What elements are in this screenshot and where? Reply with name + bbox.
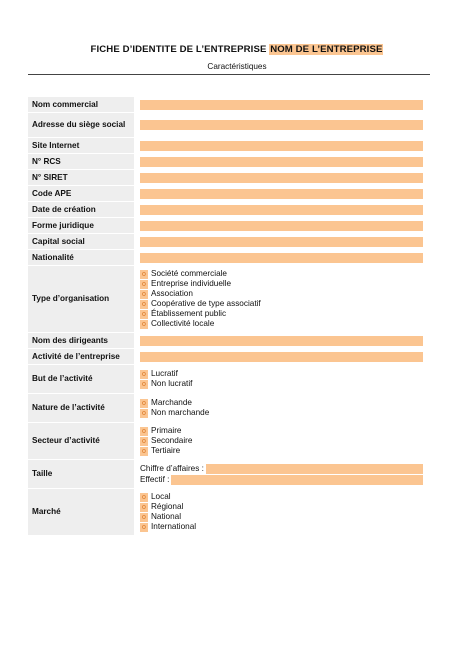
option-but[interactable]: o Lucratif — [140, 369, 424, 379]
chiffre-affaires-label: Chiffre d’affaires : — [140, 464, 204, 473]
forme-input[interactable] — [140, 221, 423, 231]
title-divider — [28, 74, 430, 75]
site-input[interactable] — [140, 141, 423, 151]
option-nature[interactable]: o Marchande — [140, 398, 424, 408]
option-organisation[interactable]: o Société commerciale — [140, 269, 424, 279]
field-label: Nature de l’activité — [28, 394, 134, 422]
nom-commercial-input[interactable] — [140, 100, 423, 110]
radio-bullet-icon[interactable]: o — [140, 370, 148, 379]
radio-bullet-icon[interactable]: o — [140, 380, 148, 389]
radio-bullet-icon[interactable]: o — [140, 270, 148, 279]
row-site — [28, 138, 430, 154]
field-label: Nationalité — [28, 250, 134, 265]
option-but[interactable]: o Non lucratif — [140, 379, 424, 389]
row-capital — [28, 234, 430, 250]
radio-bullet-icon[interactable]: o — [140, 447, 148, 456]
field-label: N° SIRET — [28, 170, 134, 185]
option-organisation[interactable]: o Association — [140, 289, 424, 299]
radio-bullet-icon[interactable]: o — [140, 409, 148, 418]
chiffre-affaires-field — [140, 463, 424, 474]
field-label: Site Internet — [28, 138, 134, 153]
document-title — [0, 44, 474, 55]
field-label: But de l’activité — [28, 365, 134, 393]
radio-bullet-icon[interactable]: o — [140, 320, 148, 329]
field-label: Secteur d’activité — [28, 423, 134, 459]
row-taille — [28, 460, 430, 489]
radio-bullet-icon[interactable]: o — [140, 503, 148, 512]
row-rcs — [28, 154, 430, 170]
field-label: Nom des dirigeants — [28, 333, 134, 348]
capital-input[interactable] — [140, 237, 423, 247]
field-label: Taille — [28, 460, 134, 488]
company-name-placeholder[interactable]: NOM DE L’ENTREPRISE — [270, 44, 383, 55]
ape-input[interactable] — [140, 189, 423, 199]
radio-bullet-icon[interactable]: o — [140, 399, 148, 408]
document-subtitle: Caractéristiques — [207, 62, 267, 71]
row-nationalite — [28, 250, 430, 266]
option-marche[interactable]: o Régional — [140, 502, 424, 512]
row-nature — [28, 394, 430, 423]
effectif-field — [140, 474, 424, 485]
row-adresse — [28, 113, 430, 138]
radio-bullet-icon[interactable]: o — [140, 513, 148, 522]
chiffre-affaires-input[interactable] — [206, 464, 423, 474]
row-date — [28, 202, 430, 218]
field-label: Nom commercial — [28, 97, 134, 112]
field-label: Marché — [28, 489, 134, 535]
date-input[interactable] — [140, 205, 423, 215]
option-organisation[interactable]: o Établissement public — [140, 309, 424, 319]
option-marche[interactable]: o Local — [140, 492, 424, 502]
field-label: Date de création — [28, 202, 134, 217]
field-label: Adresse du siège social — [28, 113, 134, 137]
title-prefix: FICHE D’IDENTITE DE L’ENTREPRISE — [90, 44, 267, 55]
siret-input[interactable] — [140, 173, 423, 183]
radio-bullet-icon[interactable]: o — [140, 310, 148, 319]
row-ape — [28, 186, 430, 202]
option-secteur[interactable]: o Secondaire — [140, 436, 424, 446]
row-forme — [28, 218, 430, 234]
radio-bullet-icon[interactable]: o — [140, 280, 148, 289]
field-label: Type d’organisation — [28, 266, 134, 332]
option-organisation[interactable]: o Collectivité locale — [140, 319, 424, 329]
option-marche[interactable]: o National — [140, 512, 424, 522]
radio-bullet-icon[interactable]: o — [140, 493, 148, 502]
option-organisation[interactable]: o Entreprise individuelle — [140, 279, 424, 289]
dirigeants-input[interactable] — [140, 336, 423, 346]
option-nature[interactable]: o Non marchande — [140, 408, 424, 418]
option-secteur[interactable]: o Tertiaire — [140, 446, 424, 456]
option-secteur[interactable]: o Primaire — [140, 426, 424, 436]
row-dirigeants — [28, 333, 430, 349]
row-siret — [28, 170, 430, 186]
option-organisation[interactable]: o Coopérative de type associatif — [140, 299, 424, 309]
activite-input[interactable] — [140, 352, 423, 362]
field-label: Forme juridique — [28, 218, 134, 233]
radio-bullet-icon[interactable]: o — [140, 300, 148, 309]
row-nom-commercial — [28, 97, 430, 113]
radio-bullet-icon[interactable]: o — [140, 290, 148, 299]
row-organisation — [28, 266, 430, 333]
radio-bullet-icon[interactable]: o — [140, 437, 148, 446]
row-activite — [28, 349, 430, 365]
rcs-input[interactable] — [140, 157, 423, 167]
field-label: Activité de l’entreprise — [28, 349, 134, 364]
radio-bullet-icon[interactable]: o — [140, 523, 148, 532]
adresse-input[interactable] — [140, 120, 423, 130]
field-label: N° RCS — [28, 154, 134, 169]
row-but — [28, 365, 430, 394]
row-secteur — [28, 423, 430, 460]
field-label: Capital social — [28, 234, 134, 249]
row-marche — [28, 489, 430, 536]
radio-bullet-icon[interactable]: o — [140, 427, 148, 436]
effectif-label: Effectif : — [140, 475, 170, 484]
option-marche[interactable]: o International — [140, 522, 424, 532]
nationalite-input[interactable] — [140, 253, 423, 263]
identity-table — [28, 97, 430, 536]
effectif-input[interactable] — [171, 475, 423, 485]
field-label: Code APE — [28, 186, 134, 201]
